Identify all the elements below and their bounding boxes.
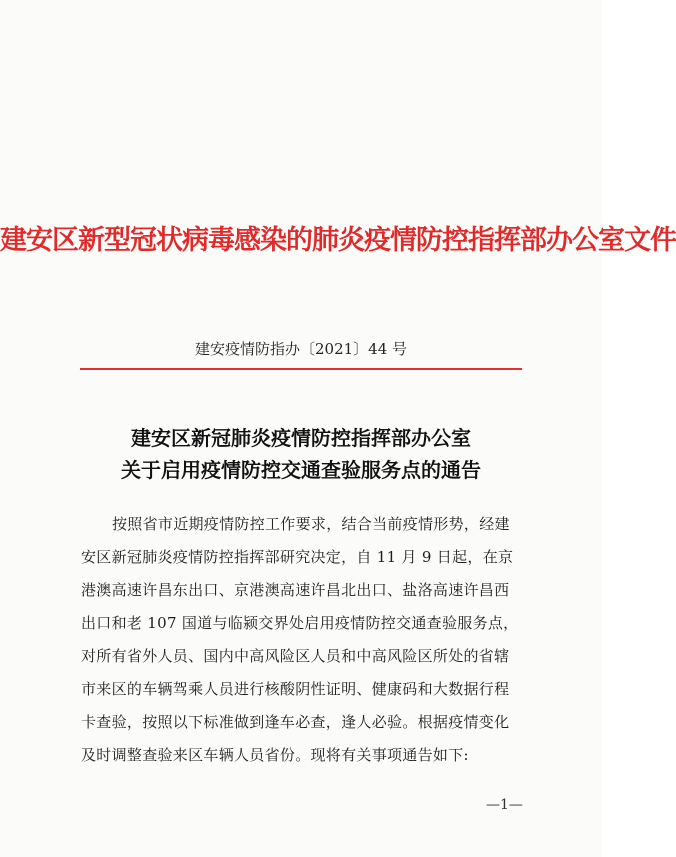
body-paragraph-line: 市来区的车辆驾乘人员进行核酸阴性证明、健康码和大数据行程	[81, 680, 510, 698]
body-paragraph-line: 卡查验，按照以下标准做到逢车必查，逢人必验。根据疫情变化	[81, 713, 510, 731]
red-divider-line	[80, 368, 522, 370]
page-number: —1—	[486, 797, 523, 813]
document-header-title: 建安区新型冠状病毒感染的肺炎疫情防控指挥部办公室文件	[0, 225, 676, 256]
body-paragraph-line: 港澳高速许昌东出口、京港澳高速许昌北出口、盐洛高速许昌西	[81, 581, 510, 599]
notice-title-line-2: 关于启用疫情防控交通查验服务点的通告	[121, 458, 481, 482]
document-number: 建安疫情防指办〔2021〕44 号	[194, 340, 408, 358]
body-paragraph-line: 按照省市近期疫情防控工作要求，结合当前疫情形势，经建	[112, 515, 510, 533]
notice-title-line-1: 建安区新冠肺炎疫情防控指挥部办公室	[131, 426, 471, 450]
body-paragraph-line: 及时调整查验来区车辆人员省份。现将有关事项通告如下:	[81, 746, 469, 764]
body-paragraph-line: 出口和老 107 国道与临颍交界处启用疫情防控交通查验服务点，	[81, 614, 519, 632]
body-paragraph-line: 对所有省外人员、国内中高风险区人员和中高风险区所处的省辖	[81, 647, 510, 665]
body-paragraph-line: 安区新冠肺炎疫情防控指挥部研究决定，自 11 月 9 日起，在京	[81, 548, 514, 566]
